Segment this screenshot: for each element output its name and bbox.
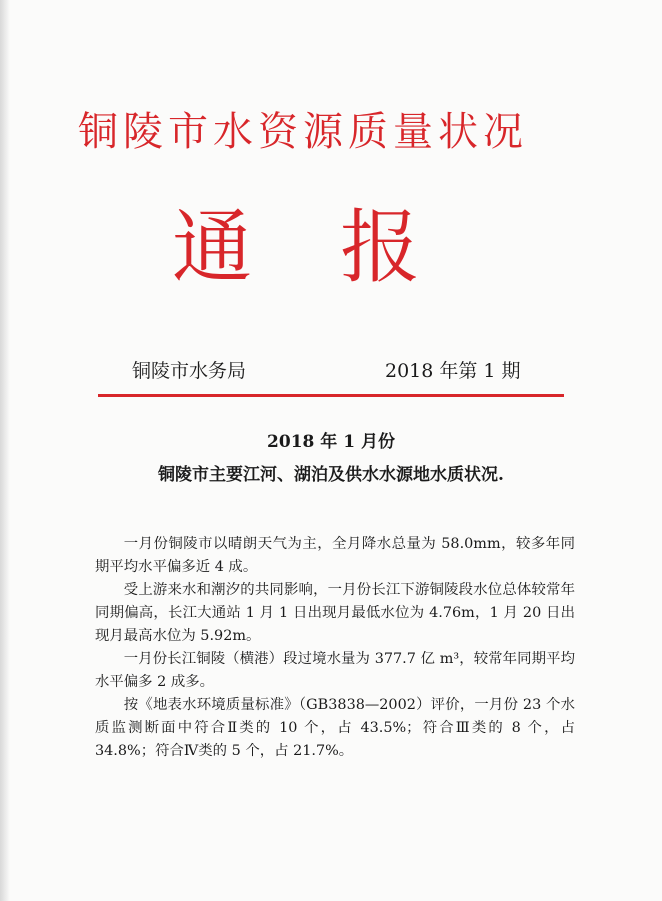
paragraph-water-quality: 按《地表水环境质量标准》（GB3838—2002）评价，一月份 23 个水质监测断面中符合Ⅱ类的 10 个，占 43.5%；符合Ⅲ类的 8 个，占 34.8%；符合Ⅳ类的 5 个，占 21.7%。 bbox=[95, 697, 575, 759]
red-divider-line bbox=[98, 394, 564, 397]
paragraph-water-volume: 一月份长江铜陵（横港）段过境水量为 377.7 亿 m³，较常年同期平均水平偏多 2 成多。 bbox=[95, 651, 575, 690]
report-word-bao: 报 bbox=[340, 201, 420, 294]
organization-title: 铜陵市水资源质量状况 bbox=[78, 109, 528, 155]
report-period: 2018 年 1 月份 bbox=[267, 432, 395, 452]
body-text bbox=[95, 533, 575, 763]
report-word-tong: 通 bbox=[172, 201, 252, 294]
paragraph-water-level: 受上游来水和潮汐的共同影响，一月份长江下游铜陵段水位总体较常年同期偏高，长江大通站 1 月 1 日出现月最低水位为 4.76m，1 月 20 日出现月最高水位为 5.92m。 bbox=[95, 582, 575, 644]
report-headline: 铜陵市主要江河、湖泊及供水水源地水质状况. bbox=[158, 465, 504, 485]
issue-number: 2018 年第 1 期 bbox=[385, 360, 521, 382]
issuer-name: 铜陵市水务局 bbox=[132, 360, 247, 382]
paragraph-precipitation: 一月份铜陵市以晴朗天气为主，全月降水总量为 58.0mm，较多年同期平均水平偏多近 4 成。 bbox=[95, 536, 575, 575]
